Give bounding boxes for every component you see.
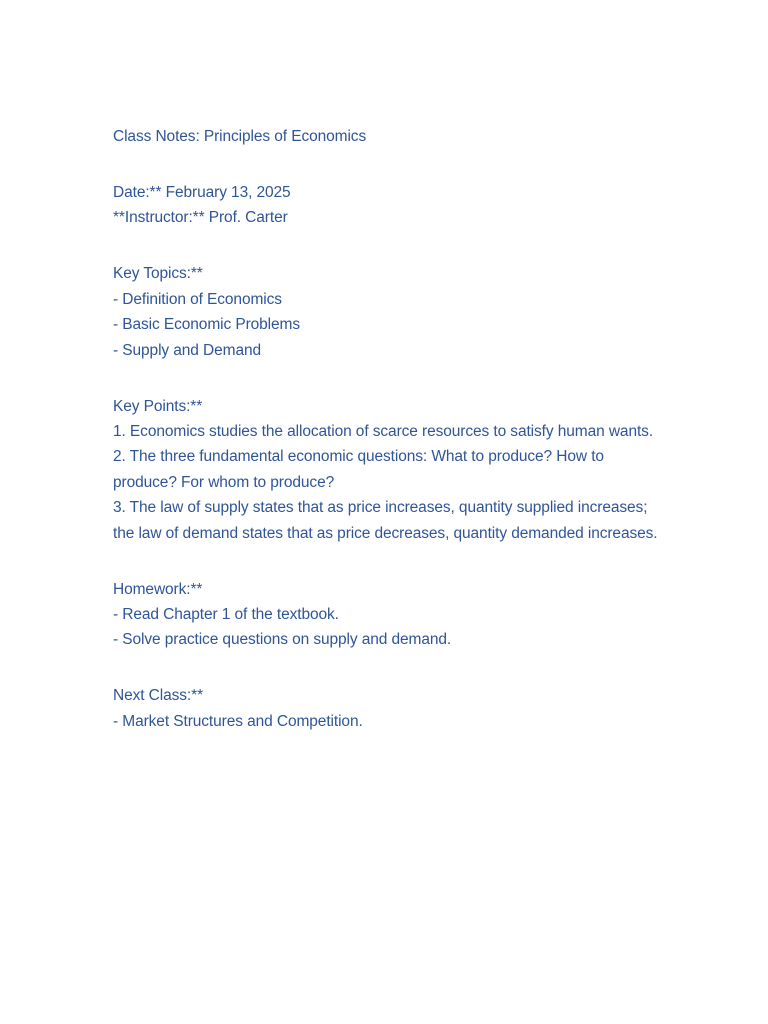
key-points-section (113, 394, 658, 546)
list-item: - Solve practice questions on supply and demand. (113, 631, 452, 649)
key-topics-heading: Key Topics:** (113, 265, 203, 283)
list-item: 1. Economics studies the allocation of scarce resources to satisfy human wants. (113, 423, 654, 441)
homework-heading: Homework:** (113, 580, 203, 598)
list-item: - Supply and Demand (113, 341, 262, 359)
document-title: Class Notes: Principles of Economics (113, 128, 367, 145)
date-line: Date:** February 13, 2025 (113, 184, 291, 201)
list-item: 2. The three fundamental economic questions: What to produce? How to produce? For whom to produce? (113, 448, 609, 491)
next-class-heading: Next Class:** (113, 687, 204, 705)
key-points-heading: Key Points:** (113, 397, 203, 415)
list-item: - Market Structures and Competition. (113, 712, 363, 730)
key-topics-section (113, 261, 658, 363)
homework-section (113, 577, 658, 653)
next-class-section (113, 683, 658, 734)
list-item: - Definition of Economics (113, 290, 282, 308)
list-item: 3. The law of supply states that as price increases, quantity supplied increases; the law of demand states that as price decreases, quantity demanded increases. (113, 499, 658, 542)
list-item: - Read Chapter 1 of the textbook. (113, 606, 339, 624)
instructor-line: **Instructor:** Prof. Carter (113, 209, 288, 227)
list-item: - Basic Economic Problems (113, 316, 301, 334)
